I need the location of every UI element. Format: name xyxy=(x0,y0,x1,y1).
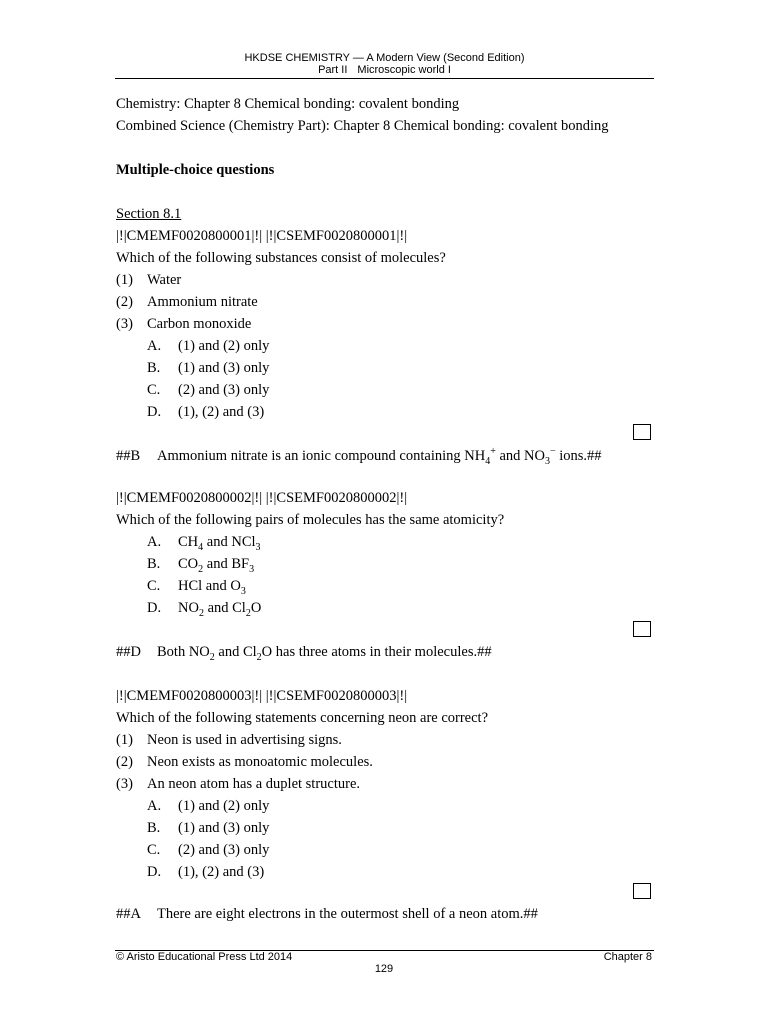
q1-item-number: (1) xyxy=(116,272,133,288)
q1-answer: ##B Ammonium nitrate is an ionic compound containing $NH_4^+$ and $NO_3^-$ ions.## xyxy=(116,446,602,467)
q3-answer-tag: ##A xyxy=(116,906,141,922)
footer-copyright: © Aristo Educational Press Ltd 2014 xyxy=(116,951,293,963)
q3-item xyxy=(116,753,373,771)
q2-option-d: D. $NO_2$ and $Cl_2O$ xyxy=(147,600,262,619)
q1-item-text: Carbon monoxide xyxy=(147,316,252,332)
q2-answer-tag: ##D xyxy=(116,644,141,660)
q3-item-number: (3) xyxy=(116,776,133,792)
q1-stem: Which of the following substances consist of molecules? xyxy=(116,250,446,266)
q3-item xyxy=(116,775,360,793)
q1-item-number: (2) xyxy=(116,294,133,310)
q1-item-text: Ammonium nitrate xyxy=(147,294,258,310)
chemistry-chapter-line: Chemistry: Chapter 8 Chemical bonding: covalent bonding xyxy=(116,96,460,112)
combined-science-chapter-line: Combined Science (Chemistry Part): Chapter 8 Chemical bonding: covalent bonding xyxy=(116,118,609,134)
header-rule xyxy=(115,78,654,79)
q3-item-text: Neon is used in advertising signs. xyxy=(147,732,342,748)
q1-code: |!|CMEMF0020800001|!| |!|CSEMF0020800001|!| xyxy=(116,228,408,244)
q1-item xyxy=(116,271,181,289)
header-part-name: Microscopic world I xyxy=(357,64,451,76)
q1-item-number: (3) xyxy=(116,316,133,332)
q3-stem: Which of the following statements concerning neon are correct? xyxy=(116,710,489,726)
q1-option-c: C. (2) and (3) only xyxy=(147,382,270,398)
q3-option-d: D. (1), (2) and (3) xyxy=(147,864,265,880)
header-title: HKDSE CHEMISTRY — A Modern View (Second Edition) xyxy=(244,52,525,64)
q3-answer-box[interactable] xyxy=(633,883,651,899)
q2-answer: ##D Both $NO_2$ and $Cl_2O$ has three atoms in their molecules.## xyxy=(116,644,492,663)
q1-answer-box[interactable] xyxy=(633,424,651,440)
q3-option-c: C. (2) and (3) only xyxy=(147,842,270,858)
header-part-label: Part II xyxy=(318,64,348,76)
q3-option-b: B. (1) and (3) only xyxy=(147,820,270,836)
q3-item-number: (2) xyxy=(116,754,133,770)
section-label: Section 8.1 xyxy=(116,206,182,222)
page-number: 129 xyxy=(374,963,394,975)
q3-item-text: Neon exists as monoatomic molecules. xyxy=(147,754,373,770)
section-heading: Multiple-choice questions xyxy=(116,162,275,178)
q3-item-text: An neon atom has a duplet structure. xyxy=(147,776,361,792)
q1-item-text: Water xyxy=(147,272,182,288)
q3-item xyxy=(116,731,342,749)
footer-chapter: Chapter 8 xyxy=(603,951,652,963)
q3-item-number: (1) xyxy=(116,732,133,748)
q2-answer-box[interactable] xyxy=(633,621,651,637)
q1-option-d: D. (1), (2) and (3) xyxy=(147,404,265,420)
q2-option-b: B. $CO_2$ and $BF_3$ xyxy=(147,556,255,575)
q2-option-a: A. $CH_4$ and NCl$_3$ xyxy=(147,534,261,553)
q1-item xyxy=(116,315,251,333)
q3-answer: ##A There are eight electrons in the outermost shell of a neon atom.## xyxy=(116,906,538,922)
q2-stem: Which of the following pairs of molecules has the same atomicity? xyxy=(116,512,505,528)
header-part xyxy=(115,64,654,76)
q2-code: |!|CMEMF0020800002|!| |!|CSEMF0020800002|!| xyxy=(116,490,408,506)
q1-option-b: B. (1) and (3) only xyxy=(147,360,270,376)
q1-item xyxy=(116,293,258,311)
q1-option-a: A. (1) and (2) only xyxy=(147,338,270,354)
q3-option-a: A. (1) and (2) only xyxy=(147,798,270,814)
q1-answer-tag: ##B xyxy=(116,448,141,464)
q2-option-c: C. HCl and $O_3$ xyxy=(147,578,246,597)
q3-code: |!|CMEMF0020800003|!| |!|CSEMF0020800003|!| xyxy=(116,688,408,704)
